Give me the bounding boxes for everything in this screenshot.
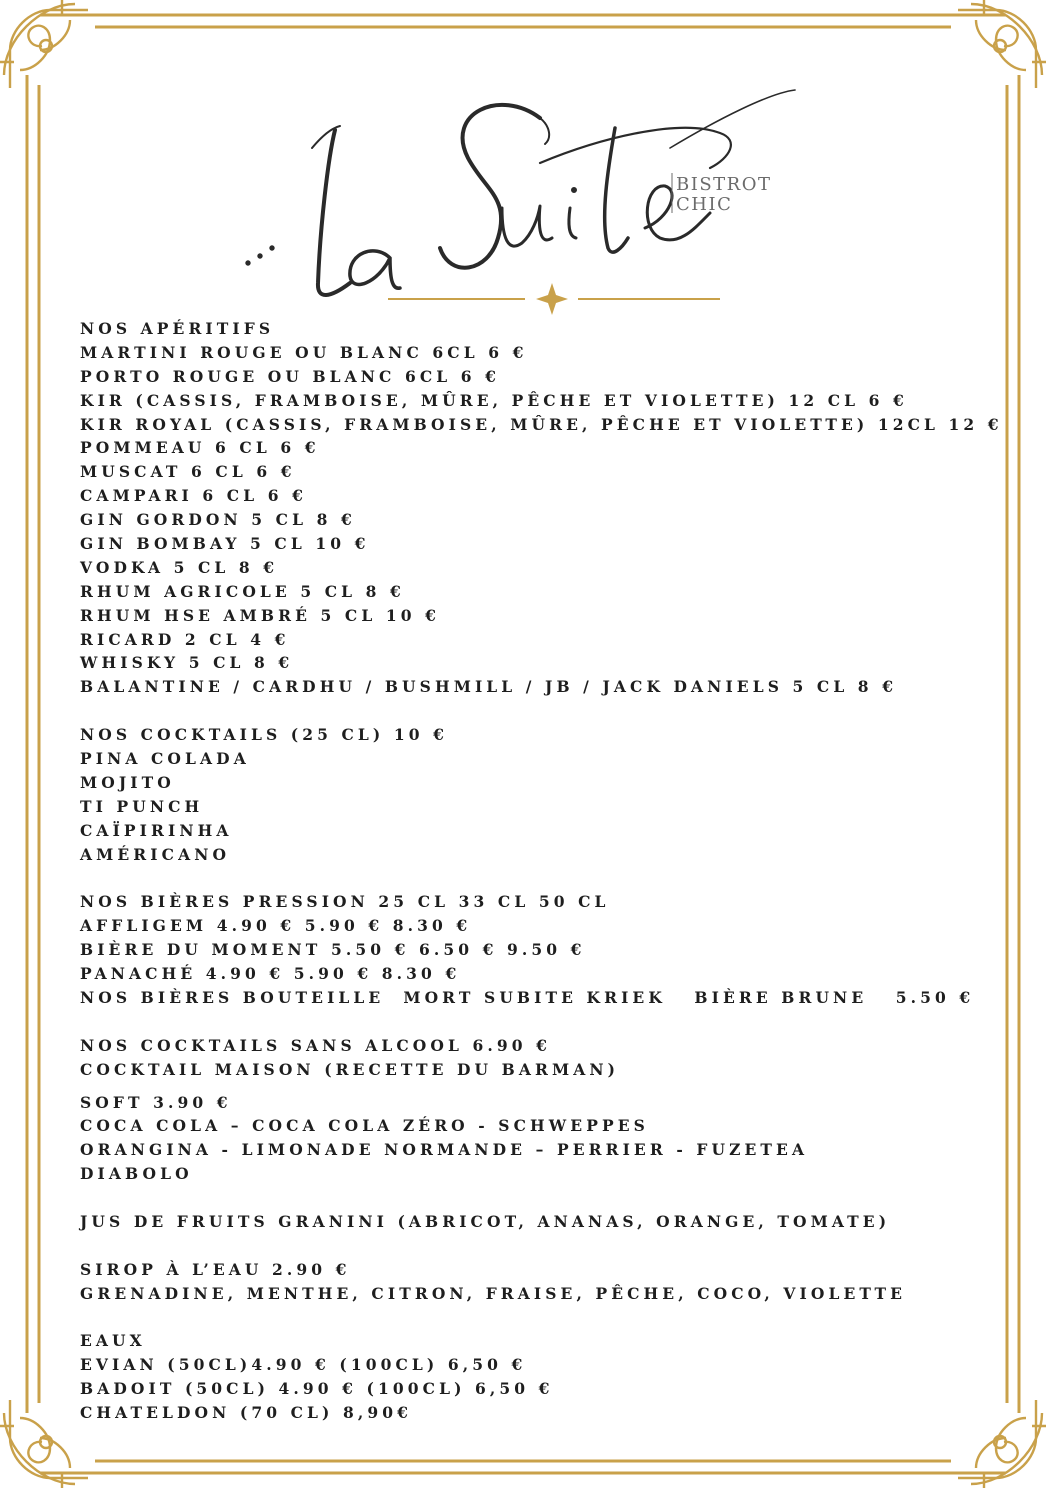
menu-item: POMMEAU 6 CL 6 € — [80, 438, 320, 458]
menu-item: EVIAN (50CL)4.90 € (100CL) 6,50 € — [80, 1355, 527, 1375]
section-title-sans-alcool: NOS COCKTAILS SANS ALCOOL 6.90 € — [80, 1035, 552, 1055]
menu-item: RICARD 2 CL 4 € — [80, 629, 290, 649]
gold-star-divider — [388, 283, 720, 315]
section-title-cocktails: NOS COCKTAILS (25 CL) 10 € — [80, 725, 448, 745]
menu-item: MARTINI ROUGE OU BLANC 6CL 6 € — [80, 342, 528, 362]
section-bieres — [80, 890, 980, 1009]
section-jus — [80, 1210, 980, 1234]
menu-item: RHUM AGRICOLE 5 CL 8 € — [80, 581, 405, 601]
menu-item: KIR ROYAL (CASSIS, FRAMBOISE, MÛRE, PÊCHE ET VIOLETTE) 12CL 12 € — [80, 414, 1003, 434]
section-title-sirop: SIROP À L’EAU 2.90 € — [80, 1259, 351, 1279]
menu-item: COCA COLA – COCA COLA ZÉRO - SCHWEPPES — [80, 1116, 649, 1136]
section-sans-alcool — [80, 1034, 980, 1082]
drinks-menu — [80, 317, 1003, 1425]
menu-item: CAMPARI 6 CL 6 € — [80, 486, 307, 506]
menu-item: RHUM HSE AMBRÉ 5 CL 10 € — [80, 605, 440, 625]
section-eaux — [80, 1329, 980, 1425]
section-title-bieres: NOS BIÈRES PRESSION 25 CL 33 CL 50 CL — [80, 892, 610, 912]
corner-ornament-top-right — [958, 0, 1046, 88]
menu-item: COCKTAIL MAISON (RECETTE DU BARMAN) — [80, 1059, 620, 1079]
menu-item: ORANGINA - LIMONADE NORMANDE – PERRIER - FUZETEA — [80, 1140, 809, 1160]
menu-item: WHISKY 5 CL 8 € — [80, 653, 294, 673]
menu-item: KIR (CASSIS, FRAMBOISE, MÛRE, PÊCHE ET VIOLETTE) 12 CL 6 € — [80, 390, 908, 410]
logo-subtitle-chic: CHIC — [676, 194, 733, 215]
menu-item: GIN BOMBAY 5 CL 10 € — [80, 534, 370, 554]
corner-ornament-bottom-left — [0, 1400, 88, 1488]
menu-item: BADOIT (50CL) 4.90 € (100CL) 6,50 € — [80, 1379, 554, 1399]
menu-item: CHATELDON (70 CL) 8,90€ — [80, 1403, 413, 1423]
section-sirop — [80, 1258, 980, 1306]
section-title-aperitifs: NOS APÉRITIFS — [80, 319, 275, 338]
menu-item: BIÈRE DU MOMENT 5.50 € 6.50 € 9.50 € — [80, 940, 586, 960]
corner-ornament-top-left — [0, 0, 88, 88]
menu-item: PORTO ROUGE OU BLANC 6CL 6 € — [80, 366, 501, 386]
menu-item: PANACHÉ 4.90 € 5.90 € 8.30 € — [80, 964, 461, 984]
la-suite-logo — [240, 78, 800, 318]
menu-item: GIN GORDON 5 CL 8 € — [80, 510, 356, 530]
menu-item: DIABOLO — [80, 1164, 193, 1184]
section-soft — [80, 1091, 980, 1187]
menu-item: CAÏPIRINHA — [80, 820, 233, 840]
menu-item: AFFLIGEM 4.90 € 5.90 € 8.30 € — [80, 916, 472, 936]
section-aperitifs — [80, 317, 1003, 699]
section-title-eaux: EAUX — [80, 1331, 146, 1351]
menu-item: MOJITO — [80, 772, 175, 792]
menu-item: TI PUNCH — [80, 796, 204, 816]
logo-subtitle-bistrot: BISTROT — [676, 174, 772, 195]
section-title-soft: SOFT 3.90 € — [80, 1092, 232, 1112]
menu-item: PINA COLADA — [80, 749, 250, 769]
section-title-jus: JUS DE FRUITS GRANINI (ABRICOT, ANANAS, ORANGE, TOMATE) — [80, 1211, 891, 1231]
menu-item: AMÉRICANO — [80, 844, 231, 864]
menu-item: VODKA 5 CL 8 € — [80, 557, 279, 577]
menu-item: BALANTINE / CARDHU / BUSHMILL / JB / JACK DANIELS 5 CL 8 € — [80, 677, 898, 697]
menu-item: GRENADINE, MENTHE, CITRON, FRAISE, PÊCHE, COCO, VIOLETTE — [80, 1283, 906, 1303]
menu-item: MUSCAT 6 CL 6 € — [80, 462, 296, 482]
menu-item: NOS BIÈRES BOUTEILLE MORT SUBITE KRIEK BIÈRE BRUNE 5.50 € — [80, 987, 975, 1007]
section-cocktails — [80, 723, 980, 866]
